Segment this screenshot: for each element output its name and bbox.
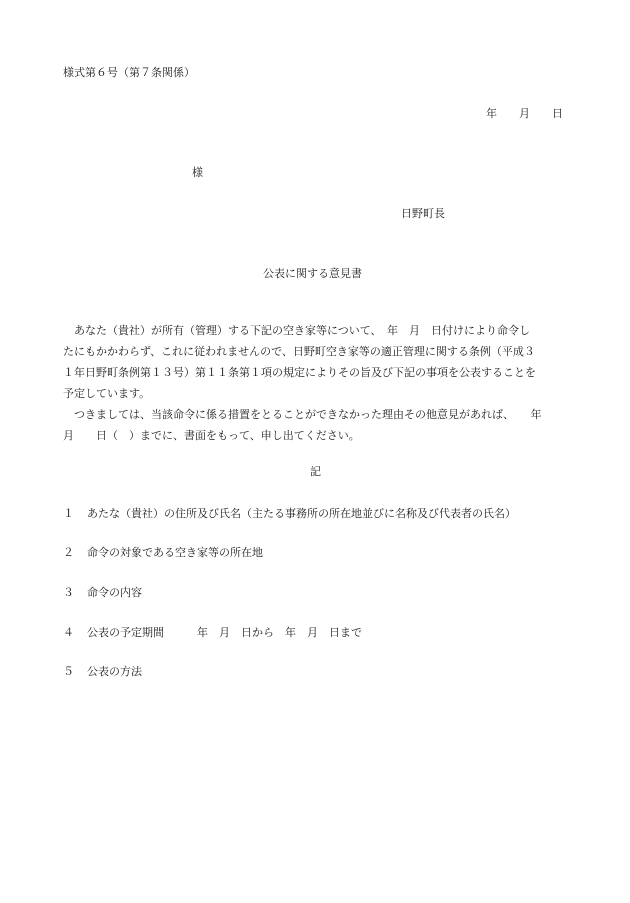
list-item xyxy=(63,546,263,560)
date-year: 年 xyxy=(486,107,497,120)
form-number: 様式第６号（第７条関係） xyxy=(63,66,195,79)
list-item xyxy=(63,626,362,640)
date-line xyxy=(486,107,563,121)
date-month: 月 xyxy=(519,107,530,120)
body-paragraph xyxy=(63,320,569,446)
list-item-number: ５ xyxy=(63,665,74,678)
list-item-number: ４ xyxy=(63,626,74,639)
body-line: 月 日（ ）までに、書面をもって、申し出てください。 xyxy=(63,429,360,442)
list-item-number: １ xyxy=(63,507,74,520)
recipient-suffix: 様 xyxy=(192,166,203,179)
list-item xyxy=(63,665,142,679)
list-item-text: 命令の対象である空き家等の所在地 xyxy=(87,546,263,559)
ki-heading: 記 xyxy=(310,465,321,478)
body-line: つきましては、当該命令に係る措置をとることができなかった理由その他意見があれば、 年 xyxy=(63,408,542,421)
body-line: 予定しています。 xyxy=(63,387,151,400)
document-title: 公表に関する意見書 xyxy=(263,267,362,280)
date-day: 日 xyxy=(552,107,563,120)
list-item xyxy=(63,507,516,521)
list-item-text: 公表の方法 xyxy=(87,665,142,678)
body-line: １年日野町条例第１３号）第１１条第１項の規定によりその旨及び下記の事項を公表することを xyxy=(63,366,536,379)
sender-name: 日野町長 xyxy=(401,207,445,220)
list-item-text: 公表の予定期間 年 月 日から 年 月 日まで xyxy=(87,626,362,639)
list-item-number: ３ xyxy=(63,586,74,599)
list-item-text: あたな（貴社）の住所及び氏名（主たる事務所の所在地並びに名称及び代表者の氏名） xyxy=(87,507,516,520)
list-item-number: ２ xyxy=(63,546,74,559)
list-item xyxy=(63,586,142,600)
body-line: あなた（貴社）が所有（管理）する下記の空き家等について、 年 月 日付けにより命令し xyxy=(63,324,531,337)
body-line: たにもかかわらず、これに従われませんので、日野町空き家等の適正管理に関する条例（平成３ xyxy=(63,345,535,358)
list-item-text: 命令の内容 xyxy=(87,586,142,599)
